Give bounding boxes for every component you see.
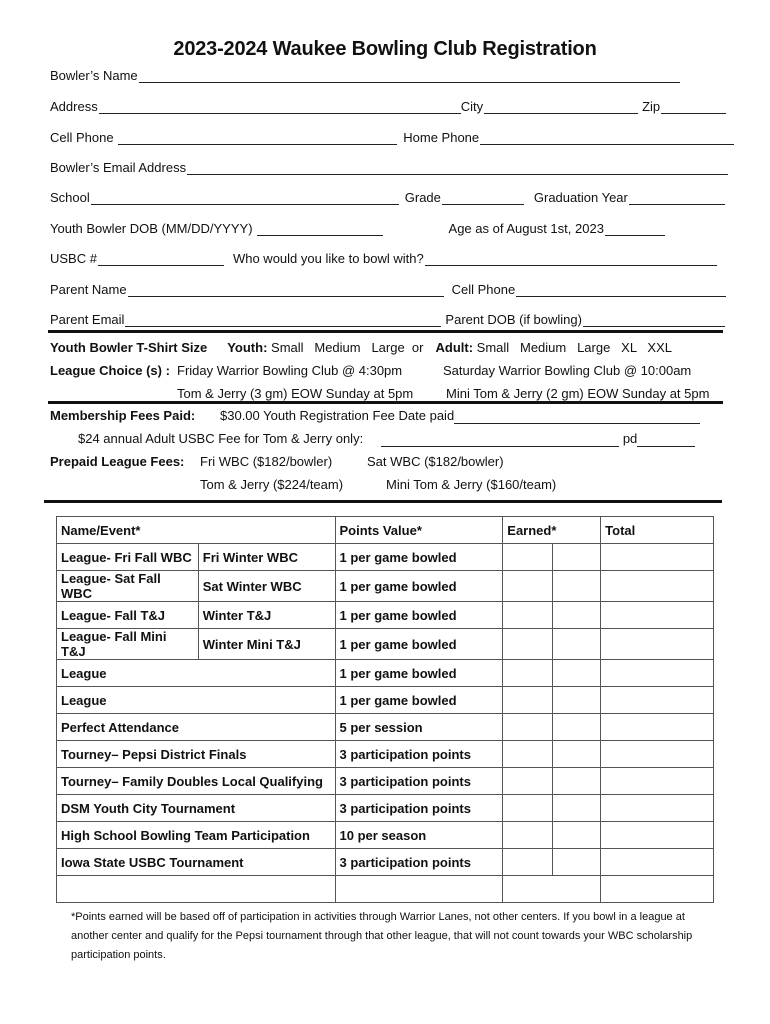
bowler-name-label: Bowler’s Name: [50, 68, 138, 83]
bowler-name-field[interactable]: [139, 67, 680, 83]
points-value-cell: 1 per game bowled: [335, 629, 503, 660]
points-value-cell: 1 per game bowled: [335, 544, 503, 571]
earned-cell-b[interactable]: [553, 571, 601, 602]
points-table: [56, 516, 714, 903]
points-value-cell: 3 participation points: [335, 741, 503, 768]
section-divider: [48, 401, 723, 404]
parent-email-label: Parent Email: [50, 312, 125, 327]
earned-cell-a[interactable]: [503, 687, 553, 714]
earned-cell[interactable]: [503, 876, 601, 903]
points-value-cell: 3 participation points: [335, 849, 503, 876]
page-title: 2023-2024 Waukee Bowling Club Registration: [173, 38, 597, 60]
prepaid-tj[interactable]: Tom & Jerry ($224/team): [200, 477, 344, 492]
zip-field[interactable]: [661, 98, 726, 114]
city-field[interactable]: [484, 98, 638, 114]
phone-row: [50, 125, 734, 145]
parent-cell-field[interactable]: [516, 281, 726, 297]
table-row: [57, 660, 714, 687]
bowler-name-row: [50, 63, 734, 83]
tshirt-label: Youth Bowler T-Shirt Size: [50, 340, 208, 355]
table-row: [57, 571, 714, 602]
adult-fee-field[interactable]: [381, 431, 619, 447]
table-row: [57, 876, 714, 903]
prepaid-label: [50, 454, 184, 469]
points-value-cell: [335, 876, 503, 903]
earned-cell-a[interactable]: [503, 741, 553, 768]
header-total: Total: [601, 517, 714, 544]
event-name-cell: DSM Youth City Tournament: [57, 795, 336, 822]
event-name-secondary-cell: Winter Mini T&J: [198, 629, 335, 660]
earned-cell-b[interactable]: [553, 602, 601, 629]
total-cell[interactable]: [601, 571, 714, 602]
adult-fee-row: [78, 431, 695, 447]
event-name-cell: Perfect Attendance: [57, 714, 336, 741]
total-cell[interactable]: [601, 660, 714, 687]
youth-fee-label: $30.00 Youth Registration Fee Date paid: [220, 408, 455, 423]
home-phone-field[interactable]: [480, 129, 734, 145]
earned-cell-a[interactable]: [503, 822, 553, 849]
graduation-year-label: Graduation Year: [533, 190, 628, 205]
league-option-sat[interactable]: Saturday Warrior Bowling Club @ 10:00am: [443, 363, 692, 378]
earned-cell-a[interactable]: [503, 795, 553, 822]
earned-cell-b[interactable]: [553, 768, 601, 795]
pd-field[interactable]: [637, 431, 695, 447]
parent-cell-label: Cell Phone: [451, 282, 516, 297]
adult-sizes[interactable]: Small Medium Large XL XXL: [476, 340, 672, 355]
earned-cell-b[interactable]: [553, 822, 601, 849]
event-name-cell: Tourney– Pepsi District Finals: [57, 741, 336, 768]
earned-cell-a[interactable]: [503, 544, 553, 571]
earned-cell-b[interactable]: [553, 629, 601, 660]
event-name-cell: League: [57, 687, 336, 714]
event-name-secondary-cell: Sat Winter WBC: [198, 571, 335, 602]
total-cell[interactable]: [601, 741, 714, 768]
address-label: Address: [50, 99, 98, 114]
dob-label: Youth Bowler DOB (MM/DD/YYYY): [50, 221, 253, 236]
cell-phone-field[interactable]: [118, 129, 398, 145]
total-cell[interactable]: [601, 876, 714, 903]
table-row: [57, 714, 714, 741]
table-row: [57, 741, 714, 768]
event-name-secondary-cell: Winter T&J: [198, 602, 335, 629]
table-row: [57, 822, 714, 849]
league-choice-label: [50, 363, 170, 378]
youth-sizes[interactable]: Small Medium Large or: [271, 340, 424, 355]
event-name-cell: League- Fall T&J: [57, 602, 199, 629]
parent-dob-label: Parent DOB (if bowling): [445, 312, 582, 327]
points-value-cell: 5 per session: [335, 714, 503, 741]
table-header-row: [57, 517, 714, 544]
parent-name-label: Parent Name: [50, 282, 127, 297]
prepaid-fees-label: Prepaid League Fees:: [50, 454, 185, 469]
prepaid-sat[interactable]: Sat WBC ($182/bowler): [367, 454, 504, 469]
parent-name-row: [50, 277, 734, 297]
earned-cell-a[interactable]: [503, 602, 553, 629]
earned-cell-b[interactable]: [553, 687, 601, 714]
age-label: Age as of August 1st, 2023: [448, 221, 604, 236]
total-cell[interactable]: [601, 687, 714, 714]
event-name-cell: High School Bowling Team Participation: [57, 822, 336, 849]
grade-field[interactable]: [442, 189, 524, 205]
city-label: City: [460, 99, 484, 114]
total-cell[interactable]: [601, 544, 714, 571]
school-field[interactable]: [91, 189, 399, 205]
prepaid-fri[interactable]: Fri WBC ($182/bowler): [200, 454, 333, 469]
email-row: [50, 155, 734, 175]
fees-label: Membership Fees Paid:: [50, 408, 196, 423]
school-row: [50, 185, 734, 205]
total-cell[interactable]: [601, 629, 714, 660]
dob-row: [50, 216, 734, 236]
league-option-mini-tj[interactable]: Mini Tom & Jerry (2 gm) EOW Sunday at 5pm: [446, 386, 710, 401]
event-name-secondary-cell: Fri Winter WBC: [198, 544, 335, 571]
footnote: *Points earned will be based off of participation in activities through Warrior Lanes, not other centers. If you bowl in a league at another center and qualify for the Pepsi tournament through that other league, that will not count towards your WBC scholarship participation points.: [71, 911, 693, 961]
cell-phone-label: Cell Phone: [50, 130, 114, 145]
date-paid-field[interactable]: [454, 408, 700, 424]
school-label: School: [50, 190, 90, 205]
tshirt-row: [50, 340, 672, 355]
usbc-row: [50, 246, 734, 266]
event-name-cell: League- Sat Fall WBC: [57, 571, 199, 602]
event-name-cell: League- Fall Mini T&J: [57, 629, 199, 660]
parent-dob-field[interactable]: [583, 311, 725, 327]
table-row: [57, 849, 714, 876]
earned-cell-a[interactable]: [503, 660, 553, 687]
membership-fees-label: [50, 408, 195, 423]
home-phone-label: Home Phone: [403, 130, 480, 145]
address-row: [50, 94, 734, 114]
section-divider: [48, 330, 723, 333]
address-field[interactable]: [99, 98, 461, 114]
table-row: [57, 544, 714, 571]
points-value-cell: 3 participation points: [335, 768, 503, 795]
event-name-cell: Iowa State USBC Tournament: [57, 849, 336, 876]
earned-cell-b[interactable]: [553, 660, 601, 687]
earned-cell-a[interactable]: [503, 714, 553, 741]
parent-name-field[interactable]: [128, 281, 444, 297]
pd-label: pd: [622, 431, 638, 446]
adult-label: Adult:: [435, 340, 474, 355]
bowl-with-label: Who would you like to bowl with?: [232, 251, 424, 266]
bowl-with-field[interactable]: [425, 250, 717, 266]
earned-cell-a[interactable]: [503, 768, 553, 795]
earned-cell-b[interactable]: [553, 714, 601, 741]
age-field[interactable]: [605, 220, 665, 236]
points-value-cell: 1 per game bowled: [335, 571, 503, 602]
points-value-cell: 1 per game bowled: [335, 660, 503, 687]
table-row: [57, 795, 714, 822]
total-cell[interactable]: [601, 714, 714, 741]
email-label: Bowler’s Email Address: [50, 160, 187, 175]
usbc-label: USBC #: [50, 251, 97, 266]
youth-fee-row: [220, 408, 700, 424]
section-divider: [44, 500, 722, 503]
earned-cell-a[interactable]: [503, 629, 553, 660]
table-row: [57, 602, 714, 629]
adult-fee-label: $24 annual Adult USBC Fee for Tom & Jerry only:: [78, 431, 364, 446]
league-option-fri[interactable]: Friday Warrior Bowling Club @ 4:30pm: [177, 363, 403, 378]
earned-cell-b[interactable]: [553, 741, 601, 768]
email-field[interactable]: [187, 159, 728, 175]
youth-label: Youth:: [227, 340, 268, 355]
header-earned: Earned*: [503, 517, 601, 544]
earned-cell-b[interactable]: [553, 849, 601, 876]
parent-email-row: [50, 307, 734, 327]
graduation-year-field[interactable]: [629, 189, 725, 205]
header-name-event: Name/Event*: [57, 517, 336, 544]
prepaid-mini-tj[interactable]: Mini Tom & Jerry ($160/team): [386, 477, 557, 492]
event-name-cell: League- Fri Fall WBC: [57, 544, 199, 571]
earned-cell-a[interactable]: [503, 849, 553, 876]
dob-field[interactable]: [257, 220, 383, 236]
league-option-tj[interactable]: Tom & Jerry (3 gm) EOW Sunday at 5pm: [177, 386, 414, 401]
zip-label: Zip: [642, 99, 661, 114]
grade-label: Grade: [404, 190, 441, 205]
earned-cell-b[interactable]: [553, 795, 601, 822]
points-value-cell: 1 per game bowled: [335, 687, 503, 714]
total-cell[interactable]: [601, 795, 714, 822]
event-name-cell: League: [57, 660, 336, 687]
total-cell[interactable]: [601, 768, 714, 795]
table-row: [57, 629, 714, 660]
total-cell[interactable]: [601, 822, 714, 849]
table-row: [57, 768, 714, 795]
points-value-cell: 3 participation points: [335, 795, 503, 822]
table-row: [57, 687, 714, 714]
earned-cell-b[interactable]: [553, 544, 601, 571]
event-name-cell: Tourney– Family Doubles Local Qualifying: [57, 768, 336, 795]
total-cell[interactable]: [601, 849, 714, 876]
total-cell[interactable]: [601, 602, 714, 629]
parent-email-field[interactable]: [125, 311, 441, 327]
usbc-field[interactable]: [98, 250, 224, 266]
header-points-value: Points Value*: [335, 517, 503, 544]
earned-cell-a[interactable]: [503, 571, 553, 602]
event-name-cell: [57, 876, 336, 903]
league-label: League Choice (s) :: [50, 363, 170, 378]
points-value-cell: 1 per game bowled: [335, 602, 503, 629]
points-value-cell: 10 per season: [335, 822, 503, 849]
